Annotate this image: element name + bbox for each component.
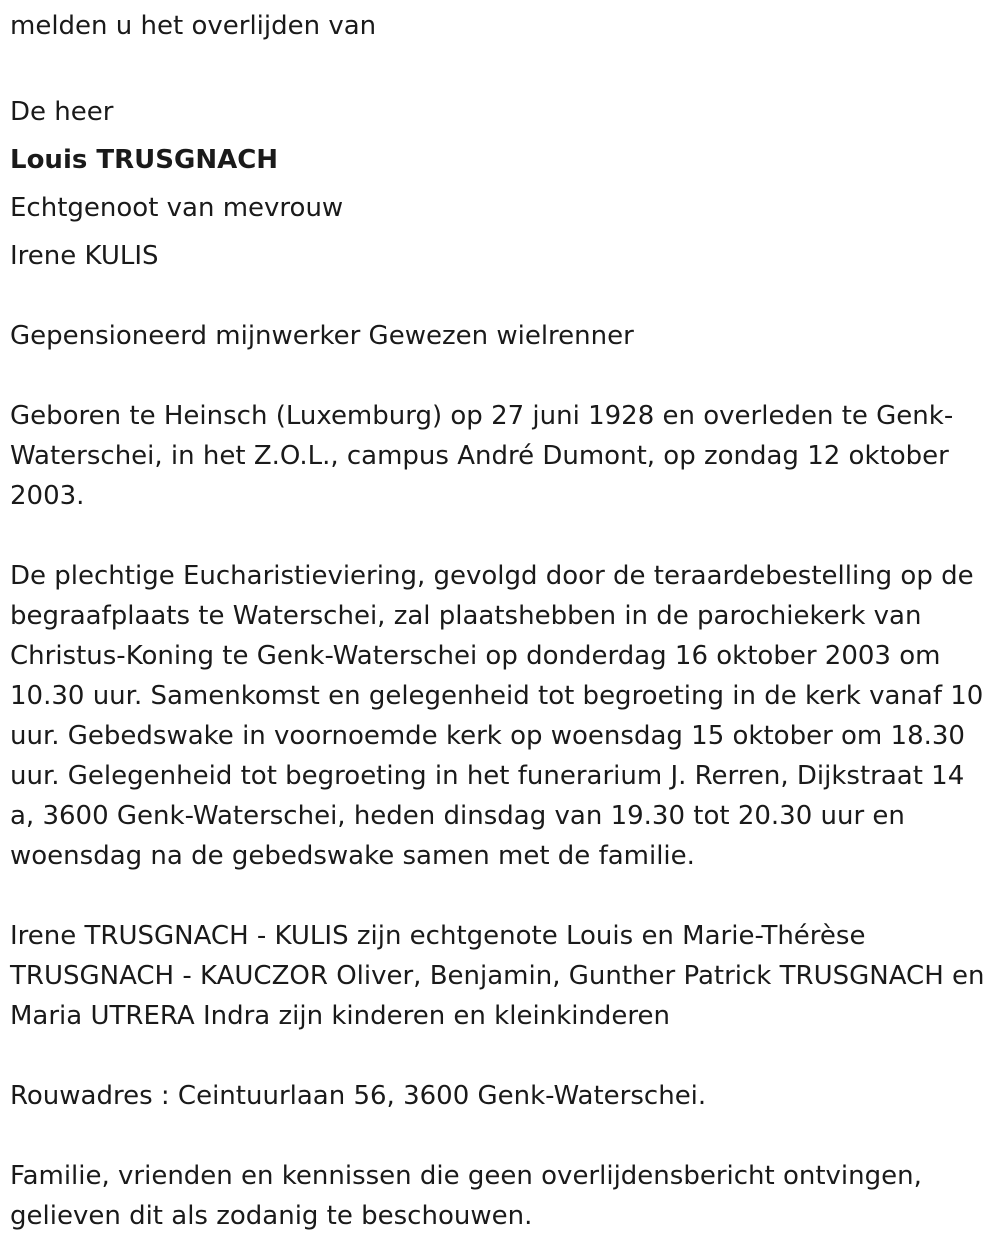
closing-paragraph: Familie, vrienden en kennissen die geen overlijdensbericht ontvingen, gelieven dit als zodanig te beschouwen. <box>10 1161 922 1231</box>
intro-text: melden u het overlijden van <box>10 11 377 41</box>
family-paragraph: Irene TRUSGNACH - KULIS zijn echtgenote Louis en Marie-Thérèse TRUSGNACH - KAUCZOR Oliver, Benjamin, Gunther Patrick TRUSGNACH en Maria UTRERA Indra zijn kinderen en kleinkinderen <box>10 921 985 1031</box>
honorific-title: De heer <box>10 97 114 127</box>
birth-death-paragraph: Geboren te Heinsch (Luxemburg) op 27 juni 1928 en overleden te Genk-Waterschei, in het Z.O.L., campus André Dumont, op zondag 12 oktober 2003. <box>10 401 954 511</box>
spouse-name: Irene KULIS <box>10 241 159 271</box>
mourning-address: Rouwadres : Ceintuurlaan 56, 3600 Genk-Waterschei. <box>10 1081 707 1111</box>
deceased-name: Louis TRUSGNACH <box>10 145 279 175</box>
spouse-label: Echtgenoot van mevrouw <box>10 193 344 223</box>
ceremony-paragraph: De plechtige Eucharistieviering, gevolgd door de teraardebestelling op de begraafplaats te Waterschei, zal plaatshebben in de parochiekerk van Christus-Koning te Genk-Waterschei op donderdag 16 oktober 2003 om 10.30 uur. Samenkomst en gelegenheid tot begroeting in de kerk vanaf 10 uur. Gebedswake in voornoemde kerk op woensdag 15 oktober om 18.30 uur. Gelegenheid tot begroeting in het funerarium J. Rerren, Dijkstraat 14 a, 3600 Genk-Waterschei, heden dinsdag van 19.30 tot 20.30 uur en woensdag na de gebedswake samen met de familie. <box>10 561 984 871</box>
obituary-notice <box>10 0 995 1236</box>
occupation-text: Gepensioneerd mijnwerker Gewezen wielrenner <box>10 321 634 351</box>
